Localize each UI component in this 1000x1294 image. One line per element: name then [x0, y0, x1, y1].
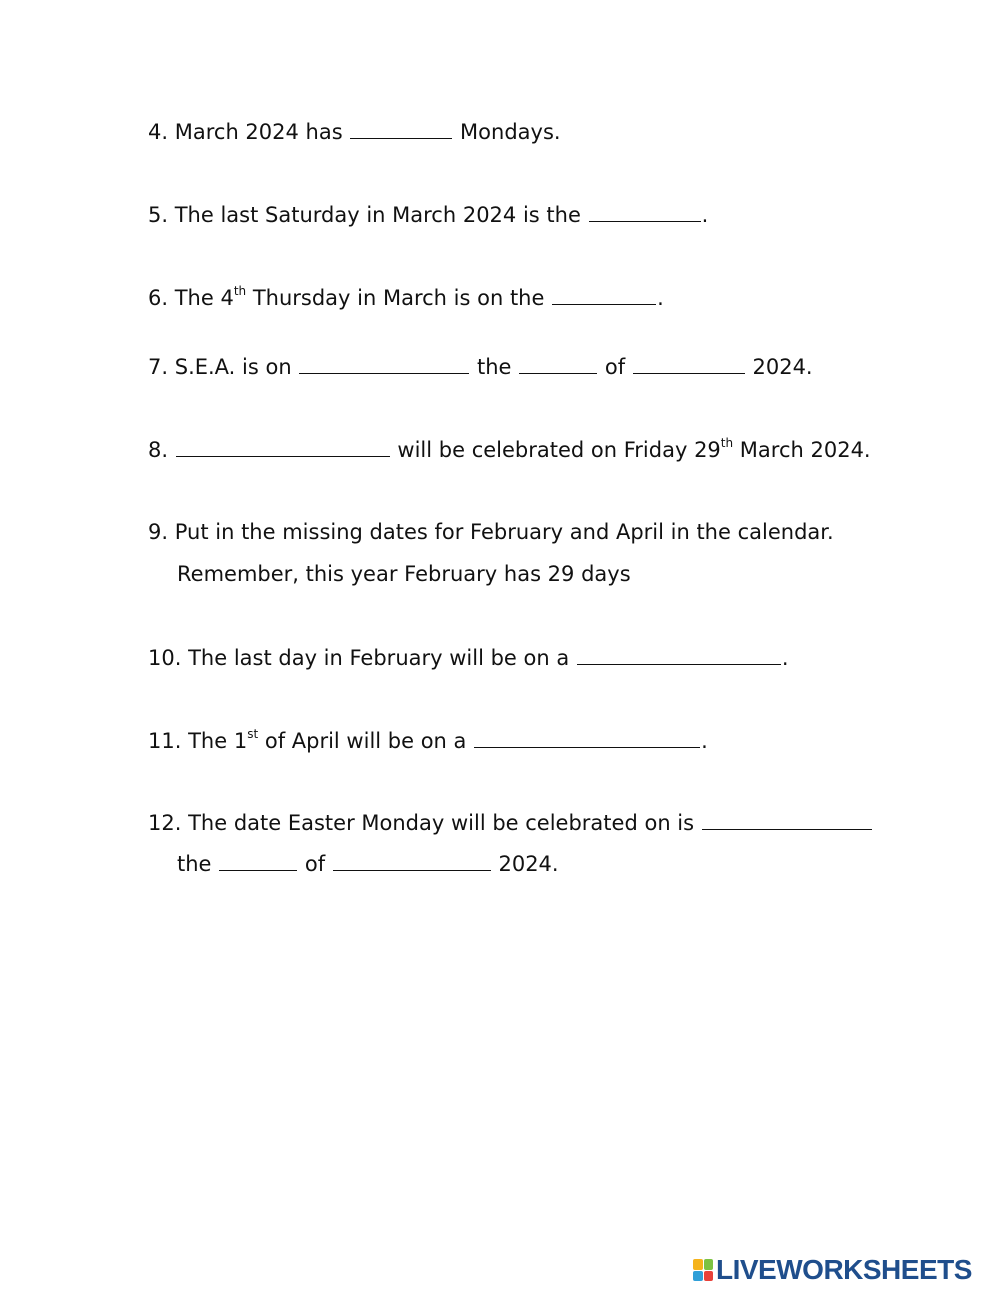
question-text: Remember, this year February has 29 days: [177, 562, 631, 586]
answer-blank[interactable]: [552, 284, 656, 305]
answer-blank-day[interactable]: [702, 809, 872, 830]
question-text: The last Saturday in March 2024 is the: [174, 203, 581, 227]
question-9: [148, 519, 834, 545]
ordinal-suffix: st: [247, 727, 259, 741]
question-number: 5.: [148, 203, 169, 227]
question-9-continued: [177, 561, 631, 587]
question-11: [148, 727, 708, 754]
question-text: of: [604, 355, 626, 379]
question-text: S.E.A. is on: [174, 355, 292, 379]
logo-square: [704, 1259, 714, 1270]
question-text: the: [177, 852, 212, 876]
answer-blank[interactable]: [474, 727, 700, 748]
question-number: 12.: [148, 811, 182, 835]
question-text: of: [304, 852, 326, 876]
logo-square: [693, 1271, 703, 1282]
question-number: 11.: [148, 729, 182, 753]
question-text: Put in the missing dates for February and April in the calendar.: [174, 520, 834, 544]
question-7: [148, 353, 813, 380]
answer-blank[interactable]: [577, 644, 781, 665]
question-10: [148, 644, 789, 671]
answer-blank-day[interactable]: [299, 353, 469, 374]
answer-blank[interactable]: [589, 201, 701, 222]
question-8: [148, 436, 871, 463]
answer-blank-date[interactable]: [519, 353, 597, 374]
ordinal-suffix: th: [233, 284, 247, 298]
question-number: 6.: [148, 286, 169, 310]
question-number: 7.: [148, 355, 169, 379]
question-text: 2024.: [752, 355, 813, 379]
question-text: .: [781, 646, 789, 670]
question-text: The last day in February will be on a: [188, 646, 570, 670]
logo-square: [693, 1259, 703, 1270]
question-text: of April will be on a: [264, 729, 467, 753]
question-text: The 1: [188, 729, 248, 753]
question-text: .: [657, 286, 664, 310]
question-text: will be celebrated on Friday 29: [397, 438, 721, 462]
question-text: March 2024.: [739, 438, 871, 462]
question-text: .: [701, 203, 709, 227]
answer-blank-month[interactable]: [633, 353, 745, 374]
question-5: [148, 201, 708, 228]
question-number: 9.: [148, 520, 169, 544]
ordinal-suffix: th: [720, 436, 734, 450]
question-number: 8.: [148, 438, 169, 462]
liveworksheets-logo-icon: [693, 1259, 713, 1281]
question-6: [148, 284, 664, 311]
question-12: [148, 809, 873, 836]
answer-blank-date[interactable]: [219, 850, 297, 871]
answer-blank[interactable]: [350, 118, 452, 139]
question-text: March 2024 has: [174, 120, 343, 144]
question-number: 4.: [148, 120, 169, 144]
question-text: 2024.: [498, 852, 559, 876]
answer-blank-month[interactable]: [333, 850, 491, 871]
answer-blank[interactable]: [176, 436, 390, 457]
logo-square: [704, 1271, 714, 1282]
question-text: the: [477, 355, 512, 379]
question-text: .: [701, 729, 708, 753]
question-4: [148, 118, 561, 145]
liveworksheets-logo[interactable]: [693, 1255, 972, 1285]
question-text: The 4: [174, 286, 234, 310]
question-number: 10.: [148, 646, 182, 670]
question-text: Thursday in March is on the: [252, 286, 545, 310]
question-text: The date Easter Monday will be celebrated on is: [188, 811, 695, 835]
question-text: Mondays.: [460, 120, 561, 144]
logo-text: LIVEWORKSHEETS: [716, 1254, 972, 1285]
question-12-continued: [177, 850, 559, 877]
